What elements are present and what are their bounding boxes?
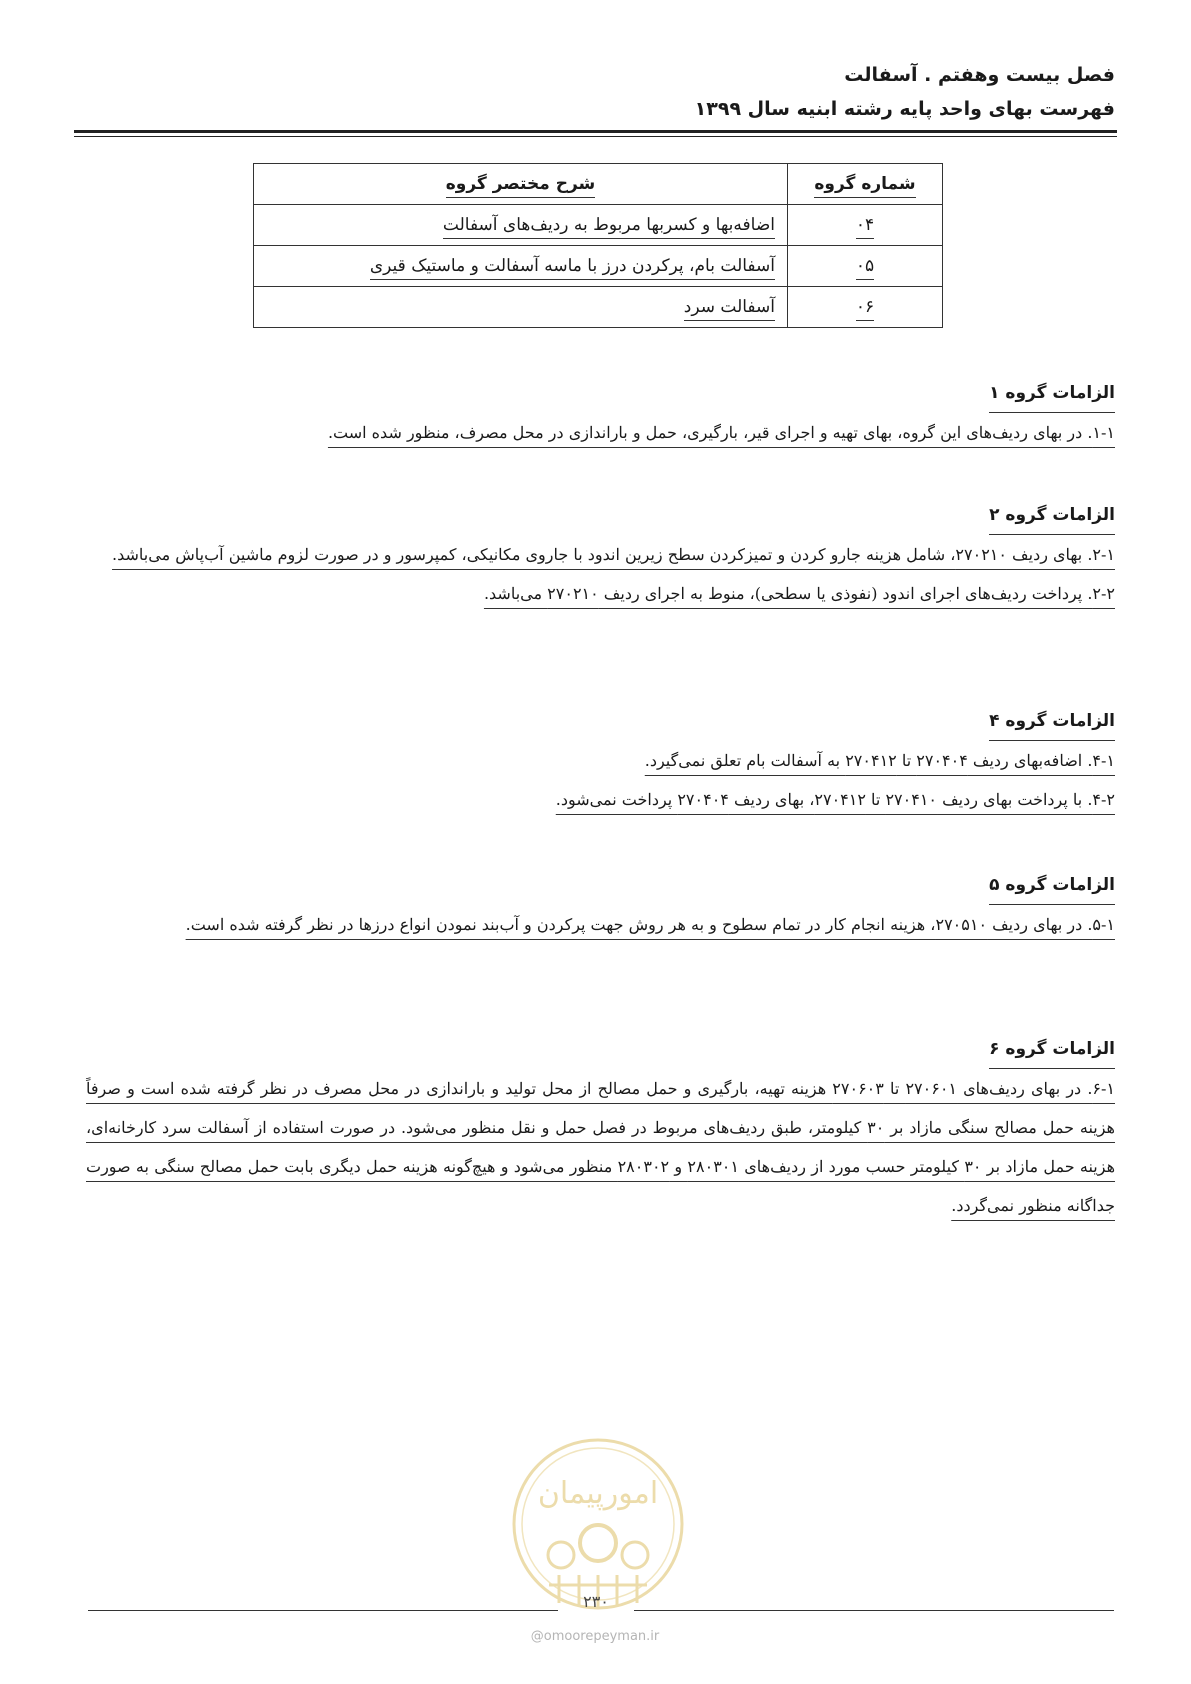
section-group-4 xyxy=(86,706,1115,819)
section-group-1 xyxy=(86,378,1115,452)
header-rule-thin xyxy=(74,136,1117,137)
group-desc: اضافه‌بها و کسربها مربوط به ردیف‌های آسفالت xyxy=(254,205,788,246)
footer-rule-left xyxy=(88,1610,558,1611)
chapter-title: فصل بیست وهفتم . آسفالت xyxy=(844,64,1115,86)
col-header-number: شماره گروه xyxy=(788,164,943,205)
section-title: الزامات گروه ۲ xyxy=(989,500,1115,535)
website-watermark: @omoorepeyman.ir xyxy=(530,1629,660,1644)
section-paragraph: ۲-۲. پرداخت ردیف‌های اجرای اندود (نفوذی یا سطحی)، منوط به اجرای ردیف ۲۷۰۲۱۰ می‌باشد. xyxy=(483,584,1115,603)
group-number: ۰۶ xyxy=(788,287,943,328)
watermark-logo-icon xyxy=(509,1435,687,1613)
group-table-header xyxy=(254,164,943,205)
section-paragraph: ۱-۱. در بهای ردیف‌های این گروه، بهای تهیه و اجرای قیر، بارگیری، حمل و باراندازی در محل مصرف، منظور شده است. xyxy=(327,423,1115,442)
page-number: ۲۳۰ xyxy=(583,1592,609,1611)
section-title: الزامات گروه ۴ xyxy=(989,706,1115,741)
footer-rule-right xyxy=(634,1610,1114,1611)
table-row xyxy=(254,205,943,246)
section-paragraph: ۶-۱. در بهای ردیف‌های ۲۷۰۶۰۱ تا ۲۷۰۶۰۳ هزینه تهیه، بارگیری و حمل مصالح از محل تولید و باراندازی در محل مصرف در نظر گرفته شده است و صرفاً هزینه حمل مصالح سنگی مازاد بر ۳۰ کیلومتر، طبق ردیف‌های مربوط در فصل حمل و نقل منظور می‌شود. در صورت استفاده از آسفالت سرد کارخانه‌ای، هزینه حمل مازاد بر ۳۰ کیلومتر حسب مورد از ردیف‌های ۲۸۰۳۰۱ و ۲۸۰۳۰۲ منظور می‌شود و هیچ‌گونه هزینه حمل دیگری بابت حمل مصالح سنگی به صورت جداگانه منظور نمی‌گردد. xyxy=(86,1079,1116,1215)
col-header-desc: شرح مختصر گروه xyxy=(254,164,788,205)
section-paragraph: ۴-۲. با پرداخت بهای ردیف ۲۷۰۴۱۰ تا ۲۷۰۴۱۲، بهای ردیف ۲۷۰۴۰۴ پرداخت نمی‌شود. xyxy=(555,790,1115,809)
group-table xyxy=(253,163,943,328)
group-number: ۰۴ xyxy=(788,205,943,246)
header-rule-thick xyxy=(74,130,1117,133)
table-row xyxy=(254,246,943,287)
section-paragraph: ۴-۱. اضافه‌بهای ردیف ۲۷۰۴۰۴ تا ۲۷۰۴۱۲ به آسفالت بام تعلق نمی‌گیرد. xyxy=(644,751,1115,770)
section-title: الزامات گروه ۱ xyxy=(989,378,1115,413)
section-paragraph: ۵-۱. در بهای ردیف ۲۷۰۵۱۰، هزینه انجام کار در تمام سطوح و به هر روش جهت پرکردن و آب‌بند نمودن انواع درزها در نظر گرفته شده است. xyxy=(185,915,1115,934)
group-desc: آسفالت بام، پرکردن درز با ماسه آسفالت و ماستیک قیری xyxy=(254,246,788,287)
group-desc: آسفالت سرد xyxy=(254,287,788,328)
table-row xyxy=(254,287,943,328)
section-title: الزامات گروه ۶ xyxy=(989,1034,1115,1069)
section-paragraph: ۲-۱. بهای ردیف ۲۷۰۲۱۰، شامل هزینه جارو کردن و تمیزکردن سطح زیرین اندود با جاروی مکانیکی، کمپرسور و در صورت لزوم ماشین آب‌پاش می‌باشد. xyxy=(112,545,1115,564)
group-number: ۰۵ xyxy=(788,246,943,287)
document-subtitle: فهرست بهای واحد پایه رشته ابنیه سال ۱۳۹۹ xyxy=(694,98,1115,120)
section-title: الزامات گروه ۵ xyxy=(989,870,1115,905)
page-header xyxy=(695,58,1115,126)
section-group-5 xyxy=(86,870,1115,944)
svg-text:امورپیمان: امورپیمان xyxy=(537,1476,659,1511)
section-group-6 xyxy=(86,1034,1115,1225)
section-group-2 xyxy=(86,500,1115,613)
